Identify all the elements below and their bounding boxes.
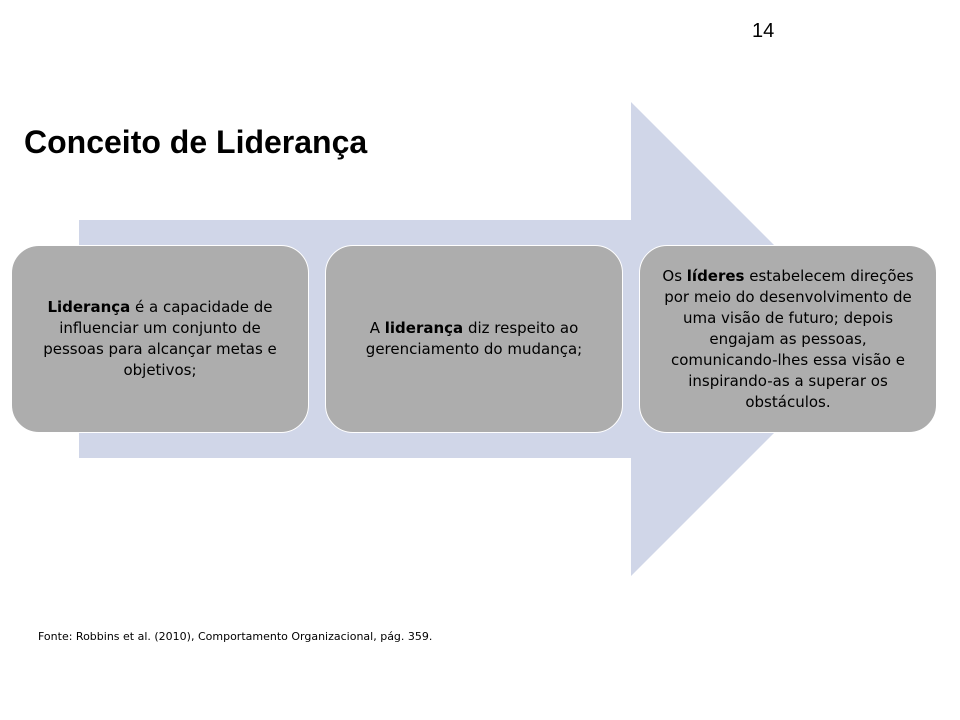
slide-title: Conceito de Liderança (24, 124, 368, 160)
step-2-text: A liderança diz respeito ao gerenciamento do mudança; (365, 319, 583, 358)
diagram-step-3 (639, 245, 937, 433)
diagram-step-2 (325, 245, 623, 433)
diagram-step-1 (11, 245, 309, 433)
step-3-text: Os líderes estabelecem direções por meio do desenvolvimento de uma visão de futuro; depois engajam as pessoas, comunicando-lhes essa visão e inspirando-as a superar os obstáculos. (662, 266, 914, 411)
page-number: 14 (752, 20, 775, 42)
step-1-text: Liderança é a capacidade de influenciar um conjunto de pessoas para alcançar metas e objetivos; (43, 298, 277, 379)
source-citation: Fonte: Robbins et al. (2010), Comportamento Organizacional, pág. 359. (38, 630, 433, 643)
